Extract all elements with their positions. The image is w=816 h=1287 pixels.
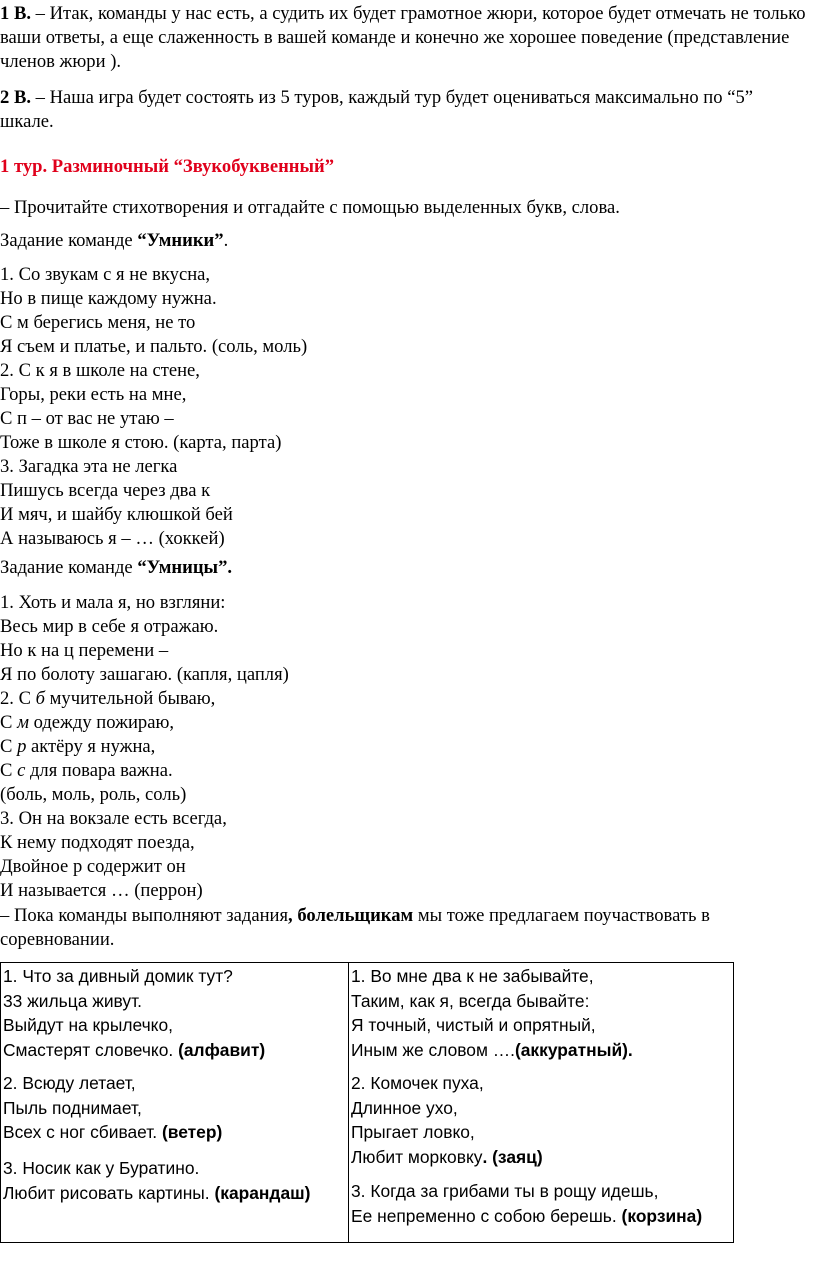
riddle-line: 2. Комочек пуха, <box>351 1073 484 1093</box>
line-text: для повара важна. <box>25 760 173 781</box>
team-name: “Умницы”. <box>137 557 233 578</box>
line-text: мучительной бываю, <box>45 688 216 709</box>
riddles-left-cell <box>1 963 349 1243</box>
line-text: одежду пожираю, <box>28 712 174 733</box>
task-heading-umnitsy <box>0 556 232 580</box>
riddle-answer: (алфавит) <box>178 1039 266 1060</box>
poem-line: И мяч, и шайбу клюшкой бей <box>0 504 233 525</box>
riddle-answer-line <box>351 1145 543 1170</box>
line-text: С <box>0 760 18 781</box>
intro-paragraph-1 <box>0 2 808 74</box>
riddle-text: Любит рисовать картины. <box>3 1182 215 1203</box>
paragraph-text: – Наша игра будет состоять из 5 туров, каждый тур будет оцениваться максимально по “5” шкале. <box>0 87 753 132</box>
speaker-label: 2 В. <box>0 87 31 108</box>
riddle-answer: (корзина) <box>621 1205 703 1226</box>
tour-heading: 1 тур. Разминочный “Звукобуквенный” <box>0 156 335 177</box>
poem-line: Но в пище каждому нужна. <box>0 288 217 309</box>
poem-line: 2. С к я в школе на стене, <box>0 360 200 381</box>
poem-line: Но к на ц перемени – <box>0 640 169 661</box>
riddle-text: Иным же словом …. <box>351 1039 515 1060</box>
riddle-answer: (аккуратный). <box>514 1039 633 1060</box>
poem-line: С п – от вас не утаю – <box>0 408 174 429</box>
riddle-text: Смастерят словечко. <box>3 1039 179 1060</box>
fans-paragraph <box>0 904 808 952</box>
riddle-answer-line <box>3 1181 310 1206</box>
intro-paragraph-2 <box>0 86 808 134</box>
poem-line: Я съем и платье, и пальто. (соль, моль) <box>0 336 308 357</box>
poem-line: 3. Он на вокзале есть всегда, <box>0 808 227 829</box>
riddle-line: Прыгает ловко, <box>351 1122 475 1142</box>
poem-line <box>0 711 174 735</box>
riddle-answer: (ветер) <box>161 1122 223 1142</box>
riddle-line: 1. Что за дивный домик тут? <box>3 966 233 986</box>
highlighted-letter: б <box>35 688 46 709</box>
poem-line: Пишусь всегда через два к <box>0 480 211 501</box>
task-prefix: Задание команде <box>0 557 138 578</box>
highlighted-letter: м <box>17 712 29 733</box>
riddle-line: Выйдут на крылечко, <box>3 1015 173 1035</box>
poem-line: И называется … (перрон) <box>0 880 203 901</box>
task-suffix: . <box>223 230 229 251</box>
highlighted-letter: р <box>17 736 27 757</box>
riddle-answer-line <box>3 1038 265 1063</box>
fans-bold: , болельщикам <box>288 905 414 926</box>
riddle-line: Длинное ухо, <box>351 1097 458 1118</box>
riddle-text: Всех с ног сбивает. <box>3 1122 162 1142</box>
poem-line: 1. Хоть и мала я, но взгляни: <box>0 592 226 613</box>
poem-line: Весь мир в себе я отражаю. <box>0 616 219 637</box>
poem-line: Горы, реки есть на мне, <box>0 384 187 405</box>
riddles-right-cell <box>349 963 734 1243</box>
riddle-line: 1. Во мне два к не забывайте, <box>351 966 594 986</box>
fans-text-end: мы тоже предлагаем поучаствовать в соревновании. <box>0 905 710 950</box>
poem-line: К нему подходят поезда, <box>0 832 195 853</box>
fans-text-start: – Пока команды выполняют задания <box>0 905 289 926</box>
team-name: “Умники” <box>137 230 224 251</box>
poem-line <box>0 687 215 711</box>
line-text: С <box>0 712 18 733</box>
riddles-table <box>0 962 734 1243</box>
poem-line: Двойное р содержит он <box>0 856 186 877</box>
poem-line: С м берегись меня, не то <box>0 312 196 333</box>
poem-line: Я по болоту зашагаю. (капля, цапля) <box>0 664 289 685</box>
riddle-line: 3. Когда за грибами ты в рощу идешь, <box>351 1181 659 1201</box>
riddle-answer-line <box>351 1038 633 1063</box>
speaker-label: 1 В. <box>0 3 31 24</box>
paragraph-text: – Итак, команды у нас есть, а судить их будет грамотное жюри, которое будет отмечать не только ваши ответы, а еще слаженность в вашей команде и конечно же хорошее поведение (представление членов жюри ). <box>0 3 806 72</box>
riddle-answer-line <box>3 1120 222 1145</box>
riddle-line: Пыль поднимает, <box>3 1097 142 1118</box>
highlighted-letter: с <box>17 760 26 781</box>
poem-line: Тоже в школе я стою. (карта, парта) <box>0 432 282 453</box>
riddle-line: Я точный, чистый и опрятный, <box>351 1015 596 1035</box>
line-text: С <box>0 736 18 757</box>
riddle-line: 2. Всюду летает, <box>3 1073 136 1093</box>
riddle-text: Ее непременно с собою берешь. <box>351 1205 622 1226</box>
riddle-line: Таким, как я, всегда бывайте: <box>351 990 590 1011</box>
poem-line: 3. Загадка эта не легка <box>0 456 178 477</box>
poem-line <box>0 759 173 783</box>
poem-line: (боль, моль, роль, соль) <box>0 784 187 805</box>
riddle-answer: (карандаш) <box>214 1182 311 1203</box>
riddle-answer-line <box>351 1204 702 1229</box>
instruction-text: – Прочитайте стихотворения и отгадайте с помощью выделенных букв, слова. <box>0 197 620 218</box>
riddle-answer: . (заяц) <box>482 1146 543 1167</box>
riddle-text: Любит морковку <box>351 1146 483 1167</box>
line-text: актёру я нужна, <box>26 736 156 757</box>
poem-line: 1. Со звукам с я не вкусна, <box>0 264 211 285</box>
poem-line <box>0 735 155 759</box>
task-prefix: Задание команде <box>0 230 138 251</box>
riddle-line: 3. Носик как у Буратино. <box>3 1158 200 1178</box>
poem-line: А называюсь я – … (хоккей) <box>0 528 225 549</box>
line-text: 2. С <box>0 688 36 709</box>
task-heading-umniki <box>0 229 228 253</box>
riddle-line: 33 жильца живут. <box>3 990 142 1011</box>
